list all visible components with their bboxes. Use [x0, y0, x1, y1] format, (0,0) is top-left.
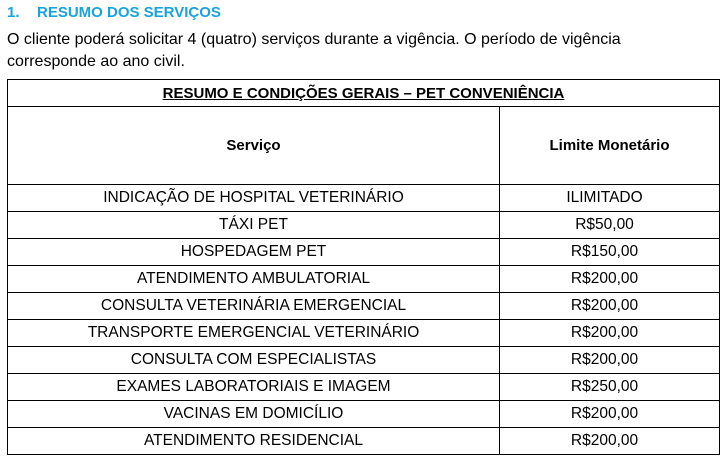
service-cell: CONSULTA COM ESPECIALISTAS [8, 347, 500, 374]
section-title: RESUMO DOS SERVIÇOS [37, 4, 221, 21]
limit-cell: R$200,00 [500, 347, 720, 374]
limit-cell: R$200,00 [500, 428, 720, 455]
table-row [8, 293, 720, 320]
table-row [8, 266, 720, 293]
section-number: 1. [7, 4, 20, 21]
limit-cell: R$250,00 [500, 374, 720, 401]
limit-cell: R$200,00 [500, 320, 720, 347]
service-cell: TÁXI PET [8, 212, 500, 239]
column-header-limit: Limite Monetário [500, 107, 720, 185]
service-cell: EXAMES LABORATORIAIS E IMAGEM [8, 374, 500, 401]
service-cell: HOSPEDAGEM PET [8, 239, 500, 266]
table-row [8, 347, 720, 374]
service-cell: VACINAS EM DOMICÍLIO [8, 401, 500, 428]
table-row [8, 212, 720, 239]
table-row [8, 374, 720, 401]
limit-cell: R$200,00 [500, 401, 720, 428]
table-header-row [8, 107, 720, 185]
services-table [7, 79, 720, 455]
limit-cell: R$200,00 [500, 293, 720, 320]
column-header-service: Serviço [8, 107, 500, 185]
service-cell: ATENDIMENTO AMBULATORIAL [8, 266, 500, 293]
table-row [8, 320, 720, 347]
table-row [8, 239, 720, 266]
table-title: RESUMO E CONDIÇÕES GERAIS – PET CONVENIÊNCIA [8, 80, 720, 107]
limit-cell: R$200,00 [500, 266, 720, 293]
intro-paragraph: O cliente poderá solicitar 4 (quatro) serviços durante a vigência. O período de vigência corresponde ao ano civil. [7, 31, 621, 70]
service-cell: ATENDIMENTO RESIDENCIAL [8, 428, 500, 455]
table-row [8, 185, 720, 212]
limit-cell: ILIMITADO [500, 185, 720, 212]
limit-cell: R$50,00 [500, 212, 720, 239]
service-cell: CONSULTA VETERINÁRIA EMERGENCIAL [8, 293, 500, 320]
service-cell: TRANSPORTE EMERGENCIAL VETERINÁRIO [8, 320, 500, 347]
limit-cell: R$150,00 [500, 239, 720, 266]
table-row [8, 428, 720, 455]
section-heading [7, 4, 221, 21]
table-row [8, 401, 720, 428]
table-title-row [8, 80, 720, 107]
service-cell: INDICAÇÃO DE HOSPITAL VETERINÁRIO [8, 185, 500, 212]
